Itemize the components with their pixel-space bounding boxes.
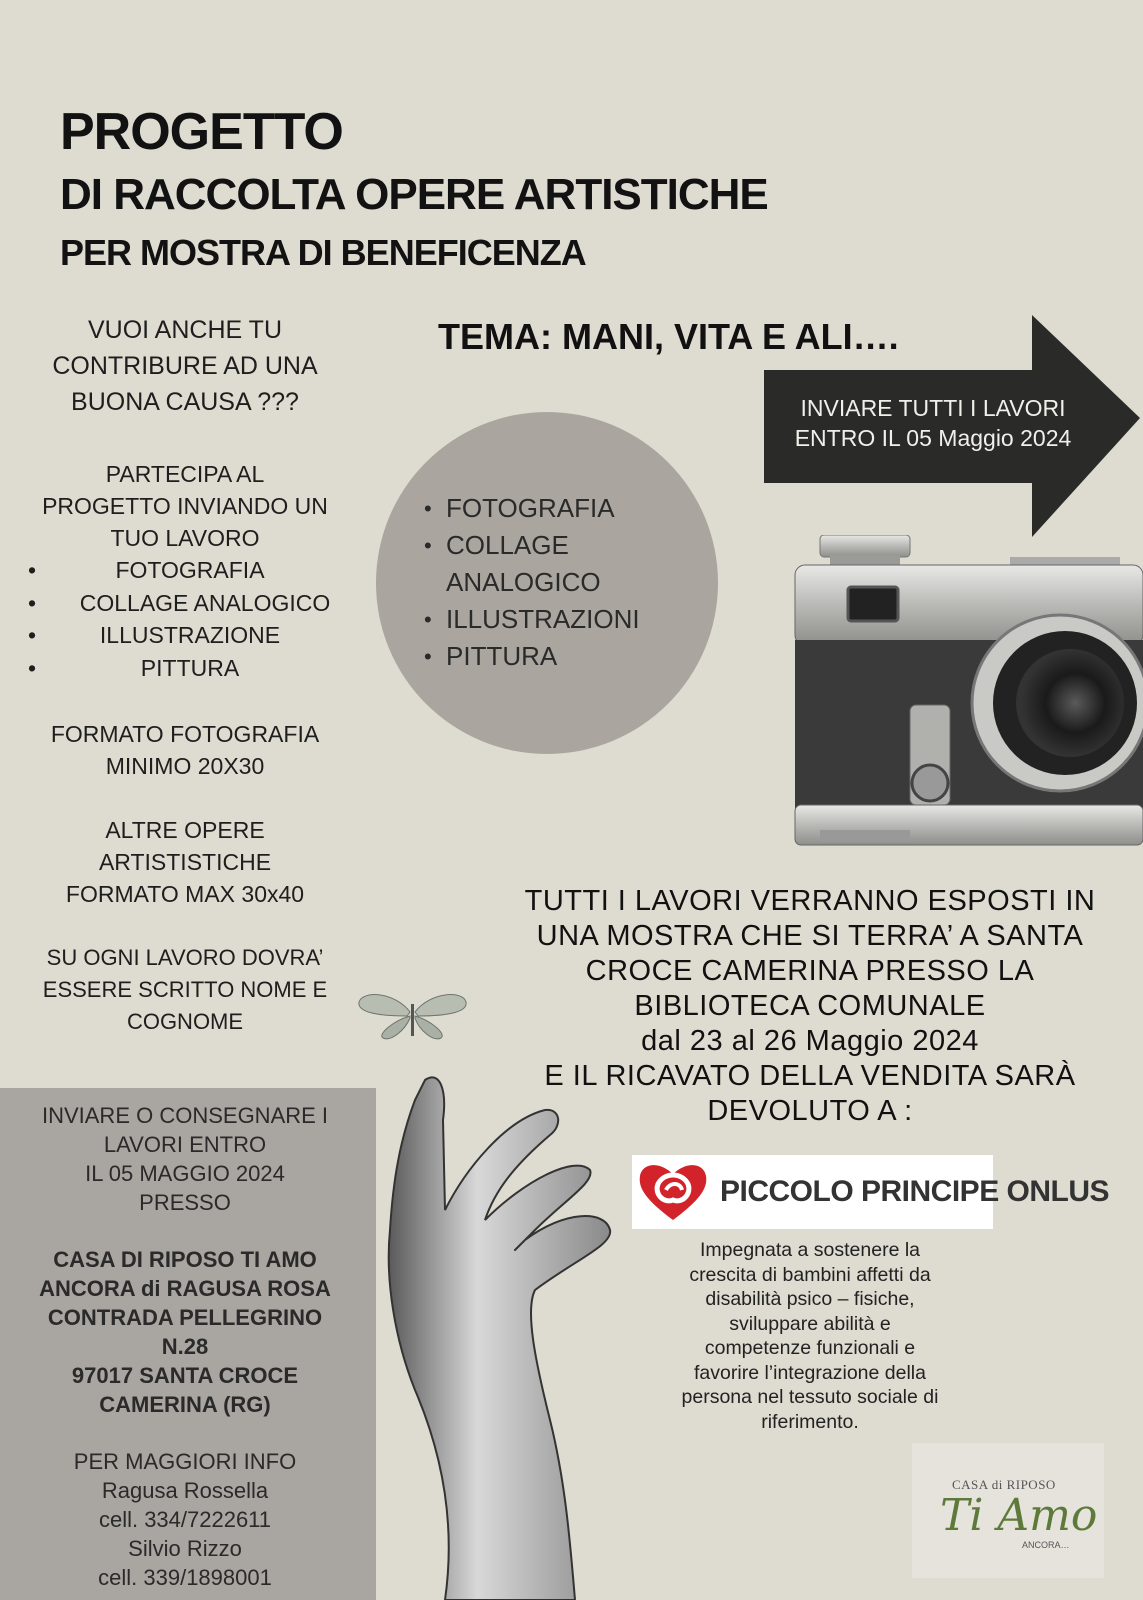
list-item: • FOTOGRAFIA <box>424 490 694 527</box>
tiamo-main: Ti Amo <box>940 1490 1098 1541</box>
list-item: • ILLUSTRAZIONI <box>424 601 694 638</box>
list-item: • COLLAGE ANALOGICO <box>424 527 694 601</box>
nome-cognome: SU OGNI LAVORO DOVRA’ ESSERE SCRITTO NOME E COGNOME <box>42 945 328 1034</box>
list-item: • COLLAGE ANALOGICO <box>20 587 360 620</box>
list-item: • ILLUSTRAZIONE <box>20 619 360 652</box>
exhibition-text: TUTTI I LAVORI VERRANNO ESPOSTI IN UNA MOSTRA CHE SI TERRA’ A SANTA CROCE CAMERINA PRESSO LA BIBLIOTECA COMUNALE dal 23 al 26 Maggio 2024 E IL RICAVATO DELLA VENDITA SARÀ DEVOLUTO A : <box>524 885 1096 1127</box>
works-list <box>20 554 360 684</box>
title-line-3: PER MOSTRA DI BENEFICENZA <box>60 232 586 273</box>
list-item: • PITTURA <box>424 638 694 675</box>
tiamo-bottom: ANCORA… <box>1022 1540 1070 1550</box>
delivery-intro: INVIARE O CONSEGNARE I LAVORI ENTRO IL 05 MAGGIO 2024 PRESSO <box>41 1103 329 1215</box>
tiamo-top: CASA di RIPOSO <box>952 1477 1056 1492</box>
butterfly-image <box>355 990 470 1042</box>
onlus-name: PICCOLO PRINCIPE ONLUS <box>720 1175 1110 1208</box>
heart-logo-icon <box>636 1160 710 1224</box>
delivery-address: CASA DI RIPOSO TI AMO ANCORA di RAGUSA ROSA CONTRADA PELLEGRINO N.28 97017 SANTA CROCE CAMERINA (RG) <box>39 1247 331 1417</box>
title-line-1: PROGETTO <box>60 103 343 161</box>
partecipa-text: PARTECIPA AL PROGETTO INVIANDO UN TUO LAVORO <box>42 461 328 551</box>
tema-heading: TEMA: MANI, VITA E ALI…. <box>438 316 899 357</box>
list-item: • PITTURA <box>20 652 360 685</box>
camera-image <box>790 535 1143 860</box>
hand-image <box>385 1060 645 1600</box>
contact-info: PER MAGGIORI INFO Ragusa Rossella cell. 334/7222611 Silvio Rizzo cell. 339/1898001 <box>73 1449 297 1590</box>
formato-foto: FORMATO FOTOGRAFIA MINIMO 20X30 <box>50 721 320 779</box>
categories-circle <box>376 412 718 754</box>
altre-opere: ALTRE OPERE ARTISTISTICHE FORMATO MAX 30x40 <box>65 817 305 907</box>
contribute-question: VUOI ANCHE TU CONTRIBURE AD UNA BUONA CAUSA ??? <box>52 316 318 416</box>
title-line-2: DI RACCOLTA OPERE ARTISTICHE <box>60 170 768 219</box>
list-item: • FOTOGRAFIA <box>20 554 360 587</box>
arrow-deadline: INVIARE TUTTI I LAVORI ENTRO IL 05 Maggio 2024 <box>794 395 1072 451</box>
onlus-description: Impegnata a sostenere la crescita di bambini affetti da disabilità psico – fisiche, sviluppare abilità e competenze funzionali e favorire l’integrazione della persona nel tessuto sociale di riferimento. <box>681 1239 939 1433</box>
